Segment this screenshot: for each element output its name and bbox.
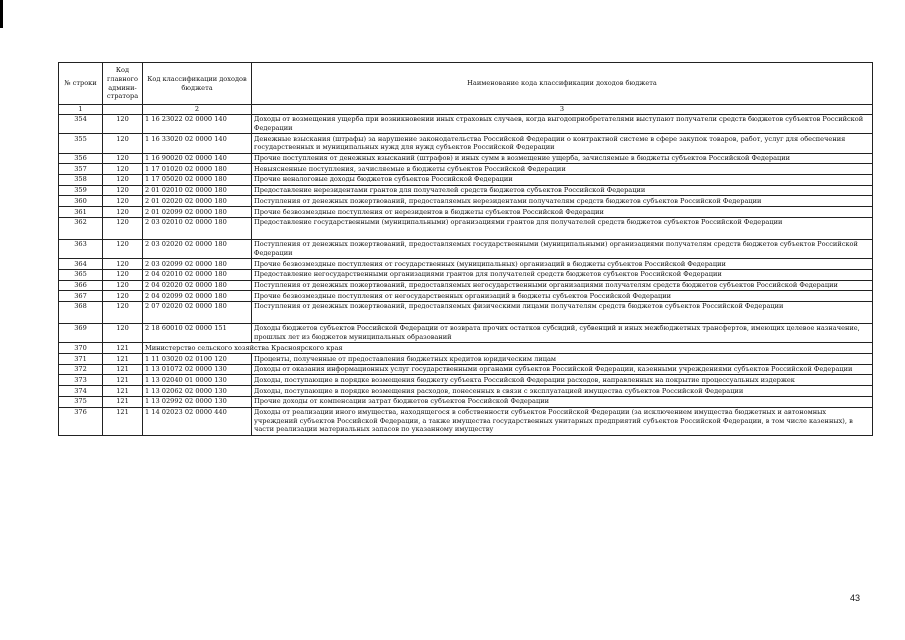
classification-code-cell: 2 03 02020 02 0000 180 [143,239,252,258]
code-name-cell: Доходы от возмещения ущерба при возникновении иных страховых случаев, когда выгодоприобретателями выступают получатели средств бюджетов субъектов Российской Федерации [252,114,873,133]
code-name-cell: Прочие поступления от денежных взысканий (штрафов) и иных сумм в возмещение ущерба, зачисляемые в бюджеты субъектов Российской Федерации [252,153,873,164]
table-row [59,364,873,375]
classification-code-cell: 1 13 02992 02 0000 130 [143,396,252,407]
table-row [59,343,873,354]
code-name-cell: Невыясненные поступления, зачисляемые в бюджеты субъектов Российской Федерации [252,164,873,175]
classification-code-cell: 1 14 02023 02 0000 440 [143,407,252,435]
code-name-cell: Поступления от денежных пожертвований, предоставляемых нерезидентами получателям средств бюджетов субъектов Российской Федерации [252,196,873,207]
code-name-cell: Доходы бюджетов субъектов Российской Федерации от возврата прочих остатков субсидий, субвенций и иных межбюджетных трансфертов, имеющих целевое назначение, прошлых лет из бюджетов муниципальных образований [252,323,873,342]
admin-code-cell: 120 [103,259,143,270]
classification-code-cell: 1 16 23022 02 0000 140 [143,114,252,133]
admin-code-cell: 120 [103,239,143,258]
classification-code-cell: 2 03 02099 02 0000 180 [143,259,252,270]
table-row [59,134,873,153]
row-number-cell: 376 [59,407,103,435]
classification-code-cell: 1 11 03020 02 0100 120 [143,354,252,365]
classification-code-cell: 1 13 01072 02 0000 130 [143,364,252,375]
page-number: 43 [850,593,861,603]
table-row [59,375,873,386]
code-name-cell: Поступления от денежных пожертвований, предоставляемых государственными (муниципальными) организациями получателям средств бюджетов субъектов Российской Федерации [252,239,873,258]
table-row [59,407,873,435]
ministry-name-cell: Министерство сельского хозяйства Красноярского края [143,343,873,354]
admin-code-cell: 120 [103,185,143,196]
table-row [59,153,873,164]
row-number-cell: 373 [59,375,103,386]
admin-code-cell: 121 [103,407,143,435]
admin-code-cell: 120 [103,207,143,218]
classification-code-cell: 2 01 02010 02 0000 180 [143,185,252,196]
table-row [59,291,873,302]
table-row [59,386,873,397]
admin-code-cell: 120 [103,114,143,133]
classification-code-cell: 1 16 90020 02 0000 140 [143,153,252,164]
code-name-cell: Доходы от реализации иного имущества, находящегося в собственности субъектов Российской Федерации (за исключением имущества бюджетных и автономных учреждений субъектов Российской Федерации, а также имущества государственных унитарных предприятий субъектов Российской Федерации, в том числе казенных), в части реализации материальных запасов по указанному имуществу [252,407,873,435]
table-row [59,217,873,239]
table-row [59,207,873,218]
row-number-cell: 375 [59,396,103,407]
admin-code-cell: 120 [103,291,143,302]
row-number-cell: 354 [59,114,103,133]
code-name-cell: Прочие неналоговые доходы бюджетов субъектов Российской Федерации [252,174,873,185]
admin-code-cell: 120 [103,196,143,207]
code-name-cell: Поступления от денежных пожертвований, предоставляемых негосударственными организациями получателям средств бюджетов субъектов Российской Федерации [252,280,873,291]
header-code-name: Наименование кода классификации доходов бюджета [252,63,873,105]
admin-code-cell: 120 [103,174,143,185]
row-number-cell: 374 [59,386,103,397]
table-row [59,354,873,365]
row-number-cell: 360 [59,196,103,207]
table-row [59,323,873,342]
row-number-cell: 364 [59,259,103,270]
classification-code-cell: 1 13 02040 01 0000 130 [143,375,252,386]
row-number-cell: 357 [59,164,103,175]
table-row [59,174,873,185]
row-number-cell: 367 [59,291,103,302]
column-number [103,105,143,115]
classification-code-cell: 2 01 02099 02 0000 180 [143,207,252,218]
header-classification-code: Код классификации доходов бюджета [143,63,252,105]
admin-code-cell: 121 [103,386,143,397]
column-number: 1 [59,105,103,115]
row-number-cell: 358 [59,174,103,185]
code-name-cell: Проценты, полученные от предоставления бюджетных кредитов юридическим лицам [252,354,873,365]
row-number-cell: 372 [59,364,103,375]
row-number-cell: 356 [59,153,103,164]
admin-code-cell: 120 [103,301,143,323]
row-number-cell: 366 [59,280,103,291]
row-number-cell: 370 [59,343,103,354]
code-name-cell: Доходы от оказания информационных услуг государственными органами субъектов Российской Федерации, казенными учреждениями субъектов Российской Федерации [252,364,873,375]
classification-code-cell: 2 04 02020 02 0000 180 [143,280,252,291]
classification-code-cell: 2 01 02020 02 0000 180 [143,196,252,207]
revenue-classification-table [58,62,873,436]
code-name-cell: Предоставление государственными (муниципальными) организациями грантов для получателей средств бюджетов субъектов Российской Федерации [252,217,873,239]
code-name-cell: Прочие доходы от компенсации затрат бюджетов субъектов Российской Федерации [252,396,873,407]
binding-edge-mark [0,0,3,28]
table-row [59,185,873,196]
admin-code-cell: 120 [103,323,143,342]
row-number-cell: 362 [59,217,103,239]
table-row [59,164,873,175]
classification-code-cell: 1 13 02062 02 0000 130 [143,386,252,397]
row-number-cell: 359 [59,185,103,196]
admin-code-cell: 120 [103,280,143,291]
admin-code-cell: 121 [103,354,143,365]
code-name-cell: Денежные взыскания (штрафы) за нарушение законодательства Российской Федерации о контрактной системе в сфере закупок товаров, работ, услуг для обеспечения государственных и муниципальных нужд для нужд субъектов Российской Федерации [252,134,873,153]
code-name-cell: Предоставление негосударственными организациями грантов для получателей средств бюджетов субъектов Российской Федерации [252,269,873,280]
code-name-cell: Предоставление нерезидентами грантов для получателей средств бюджетов субъектов Российской Федерации [252,185,873,196]
table-row [59,259,873,270]
table-row [59,280,873,291]
table-row [59,396,873,407]
admin-code-cell: 120 [103,134,143,153]
admin-code-cell: 121 [103,396,143,407]
table-row [59,269,873,280]
admin-code-cell: 121 [103,364,143,375]
code-name-cell: Прочие безвозмездные поступления от нерезидентов в бюджеты субъектов Российской Федерации [252,207,873,218]
classification-code-cell: 2 03 02010 02 0000 180 [143,217,252,239]
code-name-cell: Прочие безвозмездные поступления от негосударственных организаций в бюджеты субъектов Российской Федерации [252,291,873,302]
classification-code-cell: 1 17 05020 02 0000 180 [143,174,252,185]
admin-code-cell: 120 [103,269,143,280]
table-row [59,196,873,207]
row-number-cell: 355 [59,134,103,153]
classification-code-cell: 2 04 02010 02 0000 180 [143,269,252,280]
header-row-number: № строки [59,63,103,105]
code-name-cell: Доходы, поступающие в порядке возмещения расходов, понесенных в связи с эксплуатацией имущества субъектов Российской Федерации [252,386,873,397]
row-number-cell: 365 [59,269,103,280]
classification-code-cell: 2 18 60010 02 0000 151 [143,323,252,342]
code-name-cell: Доходы, поступающие в порядке возмещения бюджету субъекта Российской Федерации расходов, направленных на покрытие процессуальных издержек [252,375,873,386]
table-row [59,114,873,133]
admin-code-cell: 120 [103,217,143,239]
admin-code-cell: 121 [103,375,143,386]
column-number: 2 [143,105,252,115]
admin-code-cell: 121 [103,343,143,354]
revenue-classification-table-sheet [58,62,872,436]
classification-code-cell: 2 07 02020 02 0000 180 [143,301,252,323]
classification-code-cell: 1 16 33020 02 0000 140 [143,134,252,153]
row-number-cell: 361 [59,207,103,218]
table-row [59,301,873,323]
admin-code-cell: 120 [103,164,143,175]
row-number-cell: 371 [59,354,103,365]
admin-code-cell: 120 [103,153,143,164]
code-name-cell: Поступления от денежных пожертвований, предоставляемых физическими лицами получателям средств бюджетов субъектов Российской Федерации [252,301,873,323]
code-name-cell: Прочие безвозмездные поступления от государственных (муниципальных) организаций в бюджеты субъектов Российской Федерации [252,259,873,270]
classification-code-cell: 2 04 02099 02 0000 180 [143,291,252,302]
row-number-cell: 369 [59,323,103,342]
classification-code-cell: 1 17 01020 02 0000 180 [143,164,252,175]
table-row [59,239,873,258]
column-number: 3 [252,105,873,115]
row-number-cell: 363 [59,239,103,258]
row-number-cell: 368 [59,301,103,323]
header-admin-code: Код главного админи-стратора [103,63,143,105]
